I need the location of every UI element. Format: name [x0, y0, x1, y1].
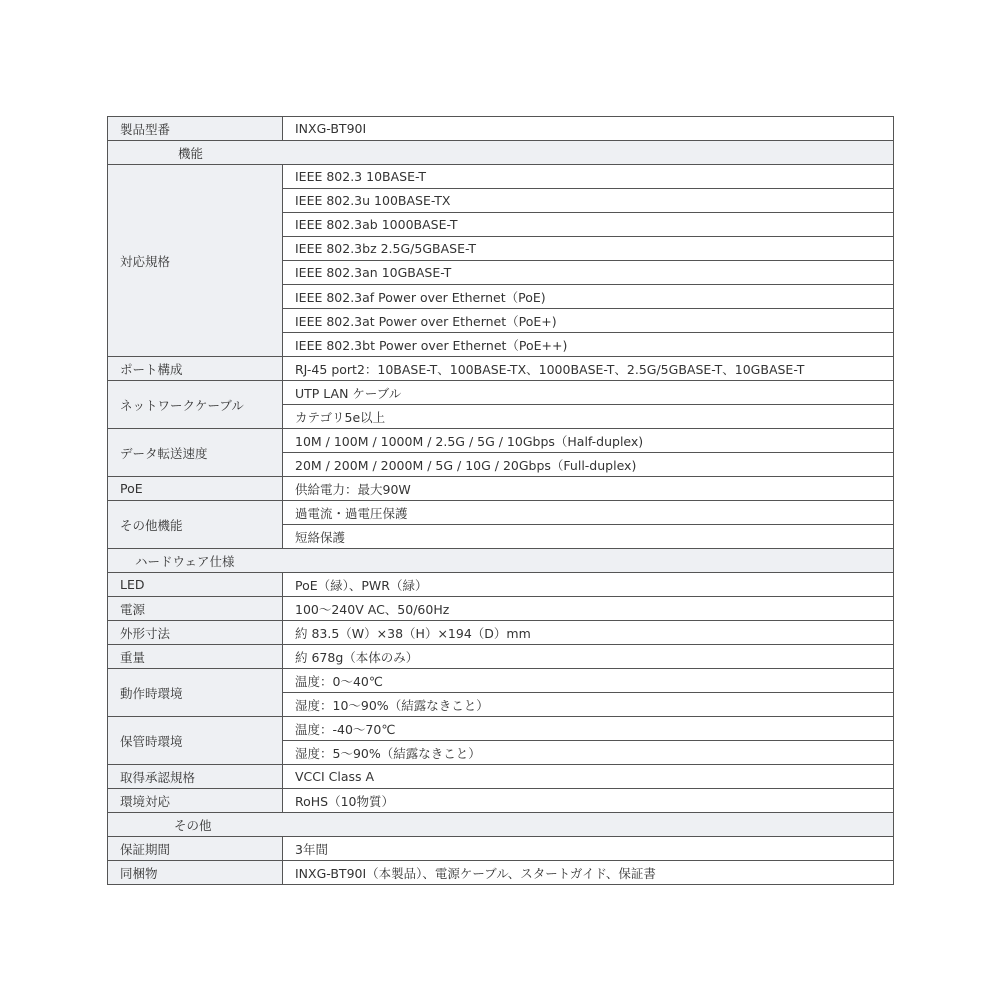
section-header-row	[108, 549, 894, 573]
spec-value: IEEE 802.3u 100BASE-TX	[283, 189, 894, 213]
spec-value: 3年間	[283, 837, 894, 861]
spec-value: IEEE 802.3af Power over Ethernet（PoE)	[283, 285, 894, 309]
spec-value: UTP LAN ケーブル	[283, 381, 894, 405]
spec-label: 重量	[108, 645, 283, 669]
spec-value: IEEE 802.3an 10GBASE-T	[283, 261, 894, 285]
spec-value: 湿度：10～90%（結露なきこと）	[283, 693, 894, 717]
spec-row	[108, 621, 894, 645]
spec-value: PoE（緑）、PWR（緑）	[283, 573, 894, 597]
spec-row	[108, 117, 894, 141]
spec-row	[108, 765, 894, 789]
spec-value: RoHS（10物質）	[283, 789, 894, 813]
spec-label: 製品型番	[108, 117, 283, 141]
spec-label: 環境対応	[108, 789, 283, 813]
spec-value: 温度：-40～70℃	[283, 717, 894, 741]
spec-value: INXG-BT90I	[283, 117, 894, 141]
spec-value: VCCI Class A	[283, 765, 894, 789]
section-header-row	[108, 813, 894, 837]
spec-row	[108, 429, 894, 453]
spec-row	[108, 717, 894, 741]
spec-table-body	[108, 117, 894, 885]
spec-label: 電源	[108, 597, 283, 621]
spec-value: 20M / 200M / 2000M / 5G / 10G / 20Gbps（Full-duplex)	[283, 453, 894, 477]
spec-label: 同梱物	[108, 861, 283, 885]
spec-row	[108, 645, 894, 669]
spec-row	[108, 357, 894, 381]
spec-value: 約 678g（本体のみ）	[283, 645, 894, 669]
spec-value: IEEE 802.3bz 2.5G/5GBASE-T	[283, 237, 894, 261]
spec-label: ネットワークケーブル	[108, 381, 283, 429]
spec-value: IEEE 802.3 10BASE-T	[283, 165, 894, 189]
spec-table	[107, 116, 894, 885]
spec-label: 対応規格	[108, 165, 283, 357]
section-title: 機能	[178, 145, 204, 161]
spec-value: 供給電力：最大90W	[283, 477, 894, 501]
spec-label: 保証期間	[108, 837, 283, 861]
spec-value: 短絡保護	[283, 525, 894, 549]
spec-value: 過電流・過電圧保護	[283, 501, 894, 525]
spec-value: IEEE 802.3ab 1000BASE-T	[283, 213, 894, 237]
spec-label: 取得承認規格	[108, 765, 283, 789]
spec-row	[108, 597, 894, 621]
section-title: その他	[174, 817, 212, 833]
spec-value: IEEE 802.3bt Power over Ethernet（PoE++)	[283, 333, 894, 357]
spec-row	[108, 837, 894, 861]
spec-label: データ転送速度	[108, 429, 283, 477]
spec-value: IEEE 802.3at Power over Ethernet（PoE+)	[283, 309, 894, 333]
spec-value: 約 83.5（W）×38（H）×194（D）mm	[283, 621, 894, 645]
spec-label: ポート構成	[108, 357, 283, 381]
spec-value: カテゴリ5e以上	[283, 405, 894, 429]
spec-value: RJ-45 port2：10BASE-T、100BASE-TX、1000BASE-T、2.5G/5GBASE-T、10GBASE-T	[283, 357, 894, 381]
section-header	[108, 549, 894, 573]
spec-label: その他機能	[108, 501, 283, 549]
spec-label: 動作時環境	[108, 669, 283, 717]
section-header-row	[108, 141, 894, 165]
spec-row	[108, 165, 894, 189]
spec-value: 温度：0～40℃	[283, 669, 894, 693]
spec-row	[108, 573, 894, 597]
section-header	[108, 813, 894, 837]
spec-label: PoE	[108, 477, 283, 501]
spec-value: INXG-BT90I（本製品）、電源ケーブル、スタートガイド、保証書	[283, 861, 894, 885]
section-header	[108, 141, 894, 165]
spec-value: 10M / 100M / 1000M / 2.5G / 5G / 10Gbps（Half-duplex)	[283, 429, 894, 453]
spec-value: 湿度：5～90%（結露なきこと）	[283, 741, 894, 765]
spec-row	[108, 477, 894, 501]
spec-row	[108, 501, 894, 525]
spec-label: 外形寸法	[108, 621, 283, 645]
spec-label: 保管時環境	[108, 717, 283, 765]
spec-row	[108, 861, 894, 885]
spec-value: 100～240V AC、50/60Hz	[283, 597, 894, 621]
spec-row	[108, 789, 894, 813]
spec-label: LED	[108, 573, 283, 597]
spec-row	[108, 381, 894, 405]
spec-row	[108, 669, 894, 693]
section-title: ハードウェア仕様	[135, 553, 235, 569]
